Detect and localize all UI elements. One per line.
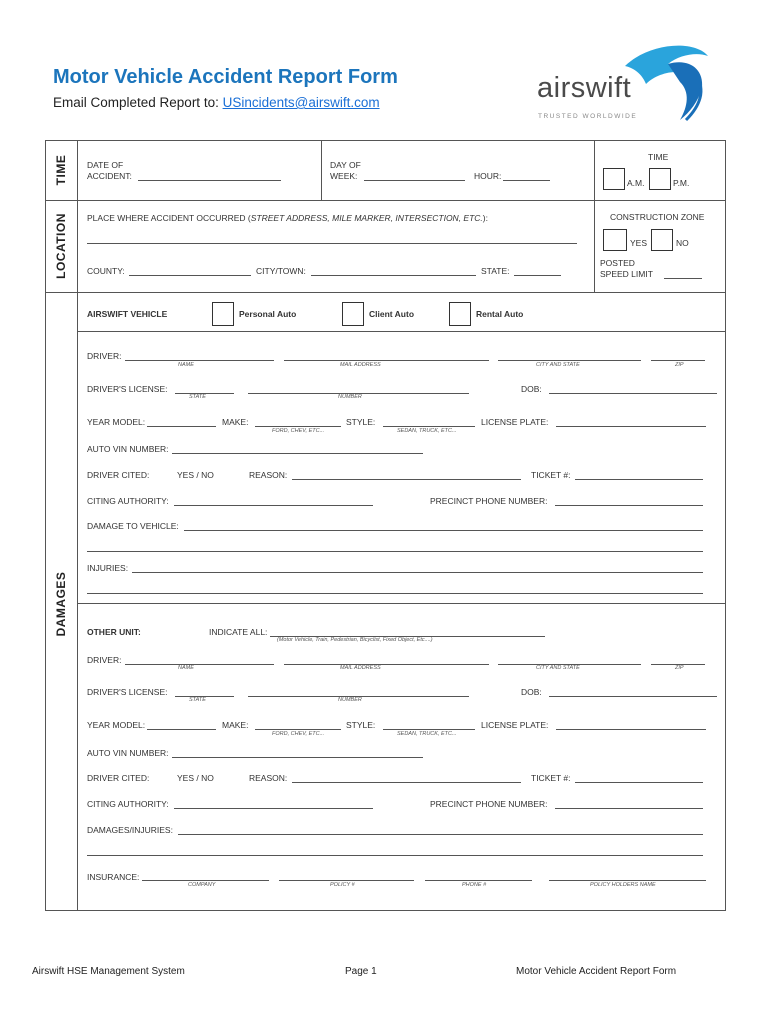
other-unit-divider [77, 603, 726, 604]
section-damages-label: DAMAGES [54, 571, 68, 637]
personal-auto-checkbox[interactable] [212, 302, 234, 326]
name-hint: NAME [178, 362, 194, 368]
driver2-label: DRIVER: [87, 655, 122, 665]
insurance-holder-field[interactable] [549, 880, 706, 881]
footer-left: Airswift HSE Management System [32, 966, 185, 977]
construction-zone-label: CONSTRUCTION ZONE [610, 212, 705, 222]
posted-label-1: POSTED [600, 258, 635, 268]
style2-label: STYLE: [346, 720, 376, 730]
speed-limit-field[interactable] [664, 278, 702, 279]
airswift-vehicle-label: AIRSWIFT VEHICLE [87, 309, 168, 319]
company-hint: COMPANY [188, 882, 216, 888]
county-label: COUNTY: [87, 266, 125, 276]
damages-injuries-field[interactable] [178, 834, 703, 835]
plate-label: LICENSE PLATE: [481, 417, 549, 427]
make-hint-2: FORD, CHEV, ETC... [272, 731, 325, 737]
make-hint: FORD, CHEV, ETC... [272, 428, 325, 434]
driver-label: DRIVER: [87, 351, 122, 361]
cited-label: DRIVER CITED: [87, 470, 150, 480]
section-location-label: LOCATION [54, 213, 68, 279]
dob-field[interactable] [549, 393, 717, 394]
city-label: CITY/TOWN: [256, 266, 306, 276]
construction-yes-checkbox[interactable] [603, 229, 627, 251]
reason2-field[interactable] [292, 782, 521, 783]
time-col-divider-1 [321, 140, 322, 200]
reason-field[interactable] [292, 479, 521, 480]
hour-label: HOUR: [474, 171, 502, 181]
section-time-label: TIME [54, 154, 68, 186]
precinct-label: PRECINCT PHONE NUMBER: [430, 496, 548, 506]
indicate-hint: (Motor Vehicle, Train, Pedestrian, Bicyclist, Fixed Object, Etc....) [277, 637, 433, 643]
insurance-label: INSURANCE: [87, 872, 140, 882]
insurance-policy-field[interactable] [279, 880, 414, 881]
dob2-field[interactable] [549, 696, 717, 697]
policy-holders-hint: POLICY HOLDERS NAME [590, 882, 656, 888]
style-hint: SEDAN, TRUCK, ETC... [397, 428, 457, 434]
time-col-divider-2 [594, 140, 595, 292]
construction-no-label: NO [676, 238, 689, 248]
vin2-field[interactable] [172, 757, 423, 758]
dob2-label: DOB: [521, 687, 542, 697]
damages-injuries-label: DAMAGES/INJURIES: [87, 825, 173, 835]
driver2-address-field[interactable] [284, 664, 489, 665]
place-label [87, 213, 488, 223]
posted-label-2: SPEED LIMIT [600, 269, 653, 279]
client-auto-label: Client Auto [369, 309, 415, 319]
date-field[interactable] [138, 180, 281, 181]
driver-address-field[interactable] [284, 360, 489, 361]
date-label-1: DATE OF [87, 160, 124, 170]
vin2-label: AUTO VIN NUMBER: [87, 748, 169, 758]
construction-no-checkbox[interactable] [651, 229, 673, 251]
reason-label: REASON: [249, 470, 288, 480]
logo-wordmark: airswift [537, 72, 632, 104]
insurance-phone-field[interactable] [425, 880, 532, 881]
construction-yes-label: YES [630, 238, 648, 248]
client-auto-checkbox[interactable] [342, 302, 364, 326]
year-model-label: YEAR MODEL: [87, 417, 146, 427]
precinct-field[interactable] [555, 505, 703, 506]
make2-label: MAKE: [222, 720, 249, 730]
driver-zip-field[interactable] [651, 360, 705, 361]
ticket-label: TICKET #: [531, 470, 571, 480]
ticket2-field[interactable] [575, 782, 703, 783]
license2-label: DRIVER'S LICENSE: [87, 687, 168, 697]
state-field[interactable] [514, 275, 561, 276]
vehicle-type-divider [77, 331, 726, 332]
policy-hint: POLICY # [330, 882, 355, 888]
side-divider [77, 140, 78, 911]
city-field[interactable] [311, 275, 476, 276]
place-label-a: PLACE WHERE ACCIDENT OCCURRED ( [87, 213, 251, 223]
style-hint-2: SEDAN, TRUCK, ETC... [397, 731, 457, 737]
location-divider [45, 292, 726, 293]
style-label: STYLE: [346, 417, 376, 427]
indicate-all-label: INDICATE ALL: [209, 627, 268, 637]
driver-name-field[interactable] [125, 360, 274, 361]
city-state-hint-2: CITY AND STATE [536, 665, 580, 671]
injuries-field[interactable] [132, 572, 703, 573]
cited2-yes-no[interactable]: YES / NO [177, 773, 214, 783]
county-field[interactable] [129, 275, 251, 276]
driver-city-field[interactable] [498, 360, 641, 361]
dob-label: DOB: [521, 384, 542, 394]
am-checkbox[interactable] [603, 168, 625, 190]
plate-field[interactable] [556, 426, 706, 427]
date-label-2: ACCIDENT: [87, 171, 132, 181]
pm-label: P.M. [673, 178, 690, 188]
place-label-b: STREET ADDRESS, MILE MARKER, INTERSECTION, ETC. [250, 213, 483, 223]
dow-label-2: WEEK: [330, 171, 358, 181]
zip-hint: ZIP [675, 362, 684, 368]
authority-field[interactable] [174, 505, 373, 506]
style-field[interactable] [383, 426, 475, 427]
footer-page: Page 1 [345, 966, 377, 977]
logo-tagline: TRUSTED WORLDWIDE [538, 113, 638, 120]
make-field[interactable] [255, 426, 341, 427]
vin-label: AUTO VIN NUMBER: [87, 444, 169, 454]
make2-field[interactable] [255, 729, 341, 730]
mail-address-hint-2: MAIL ADDRESS [340, 665, 381, 671]
state-hint-2: STATE [189, 697, 206, 703]
ticket-field[interactable] [575, 479, 703, 480]
name-hint-2: NAME [178, 665, 194, 671]
authority2-field[interactable] [174, 808, 373, 809]
year-model2-label: YEAR MODEL: [87, 720, 146, 730]
precinct2-label: PRECINCT PHONE NUMBER: [430, 799, 548, 809]
rental-auto-label: Rental Auto [476, 309, 524, 319]
state-label: STATE: [481, 266, 510, 276]
number-hint-2: NUMBER [338, 697, 362, 703]
injuries-field-2[interactable] [87, 593, 703, 594]
insurance-company-field[interactable] [142, 880, 269, 881]
pm-checkbox[interactable] [649, 168, 671, 190]
reason2-label: REASON: [249, 773, 288, 783]
plate2-label: LICENSE PLATE: [481, 720, 549, 730]
time-divider [45, 200, 726, 201]
page-title: Motor Vehicle Accident Report Form [53, 66, 398, 88]
number-hint: NUMBER [338, 394, 362, 400]
day-of-week-field[interactable] [364, 180, 465, 181]
damage-vehicle-field[interactable] [184, 530, 703, 531]
vin-field[interactable] [172, 453, 423, 454]
am-label: A.M. [627, 178, 645, 188]
state-hint: STATE [189, 394, 206, 400]
hour-field[interactable] [503, 180, 550, 181]
place-label-c: ): [482, 213, 488, 223]
dow-label-1: DAY OF [330, 160, 361, 170]
personal-auto-label: Personal Auto [239, 309, 297, 319]
injuries-label: INJURIES: [87, 563, 129, 573]
precinct2-field[interactable] [555, 808, 703, 809]
email-prefix: Email Completed Report to: [53, 95, 223, 110]
year-model2-field[interactable] [147, 729, 216, 730]
license-label: DRIVER'S LICENSE: [87, 384, 168, 394]
authority-label: CITING AUTHORITY: [87, 496, 169, 506]
other-unit-label: OTHER UNIT: [87, 627, 141, 637]
rental-auto-checkbox[interactable] [449, 302, 471, 326]
cited-yes-no[interactable]: YES / NO [177, 470, 214, 480]
zip-hint-2: ZIP [675, 665, 684, 671]
plate2-field[interactable] [556, 729, 706, 730]
email-instruction [53, 95, 380, 110]
mail-address-hint: MAIL ADDRESS [340, 362, 381, 368]
cited2-label: DRIVER CITED: [87, 773, 150, 783]
authority2-label: CITING AUTHORITY: [87, 799, 169, 809]
driver2-name-field[interactable] [125, 664, 274, 665]
place-field[interactable] [87, 243, 577, 244]
city-state-hint: CITY AND STATE [536, 362, 580, 368]
footer-right: Motor Vehicle Accident Report Form [516, 966, 677, 977]
year-model-field[interactable] [147, 426, 216, 427]
damage-vehicle-label: DAMAGE TO VEHICLE: [87, 521, 179, 531]
email-link[interactable]: USincidents@airswift.com [222, 95, 380, 110]
style2-field[interactable] [383, 729, 475, 730]
make-label: MAKE: [222, 417, 249, 427]
time-title: TIME [648, 152, 669, 162]
phone-hint: PHONE # [462, 882, 487, 888]
damages-injuries-field-2[interactable] [87, 855, 703, 856]
damage-vehicle-field-2[interactable] [87, 551, 703, 552]
ticket2-label: TICKET #: [531, 773, 571, 783]
